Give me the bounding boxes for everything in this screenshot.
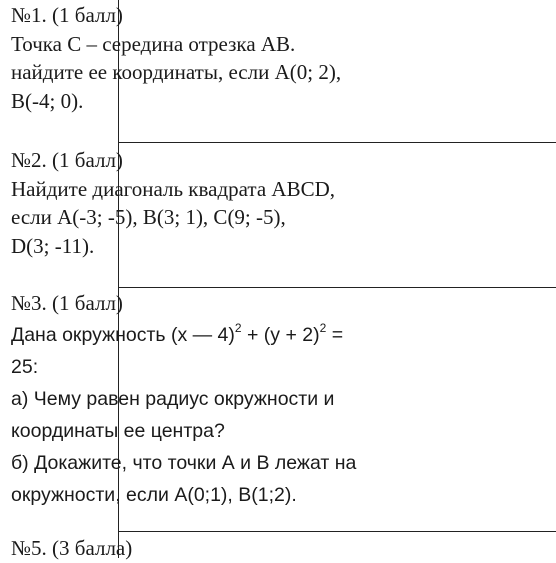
row-divider [118,287,556,288]
task-5-cell [0,534,440,563]
task-2-text-line-3: D(3; -11). [11,233,95,258]
task-3-text-line-3: координаты ее центра? [11,419,225,442]
task-1-cell [0,1,440,115]
task-3-text-line-4: б) Докажите, что точки А и В лежат на [11,451,357,474]
equation-middle: + (y + 2) [241,323,320,346]
task-3-equation [11,319,440,351]
task-5-header: №5. (3 балла) [11,536,133,560]
task-1-text-line-2: найдите ее координаты, если А(0; 2), [11,60,342,84]
task-3-cell [0,289,440,511]
equation-exponent-2: 2 [319,321,327,335]
row-divider [118,531,556,532]
equation-prefix: Дана окружность (x — 4) [11,323,235,346]
task-3-header: №3. (1 балл) [11,291,123,315]
task-3-text-line-1: 25: [11,355,39,378]
task-2-header: №2. (1 балл) [11,148,123,172]
task-1-text-line-1: Точка С – середина отрезка АВ. [11,31,296,56]
row-divider [118,142,556,143]
task-2-text-line-2: если А(-3; -5), В(3; 1), С(9; -5), [11,205,286,229]
task-3-text-line-2: а) Чему равен радиус окружности и [11,387,335,410]
task-3-text-line-5: окружности, если А(0;1), В(1;2). [11,483,297,506]
task-1-text-line-3: В(-4; 0). [11,88,84,113]
task-2-cell [0,146,440,260]
equation-exponent-1: 2 [234,321,242,335]
equation-suffix: = [326,323,344,346]
task-2-text-line-1: Найдите диагональ квадрата ABCD, [11,176,336,201]
task-1-header: №1. (1 балл) [11,3,123,27]
